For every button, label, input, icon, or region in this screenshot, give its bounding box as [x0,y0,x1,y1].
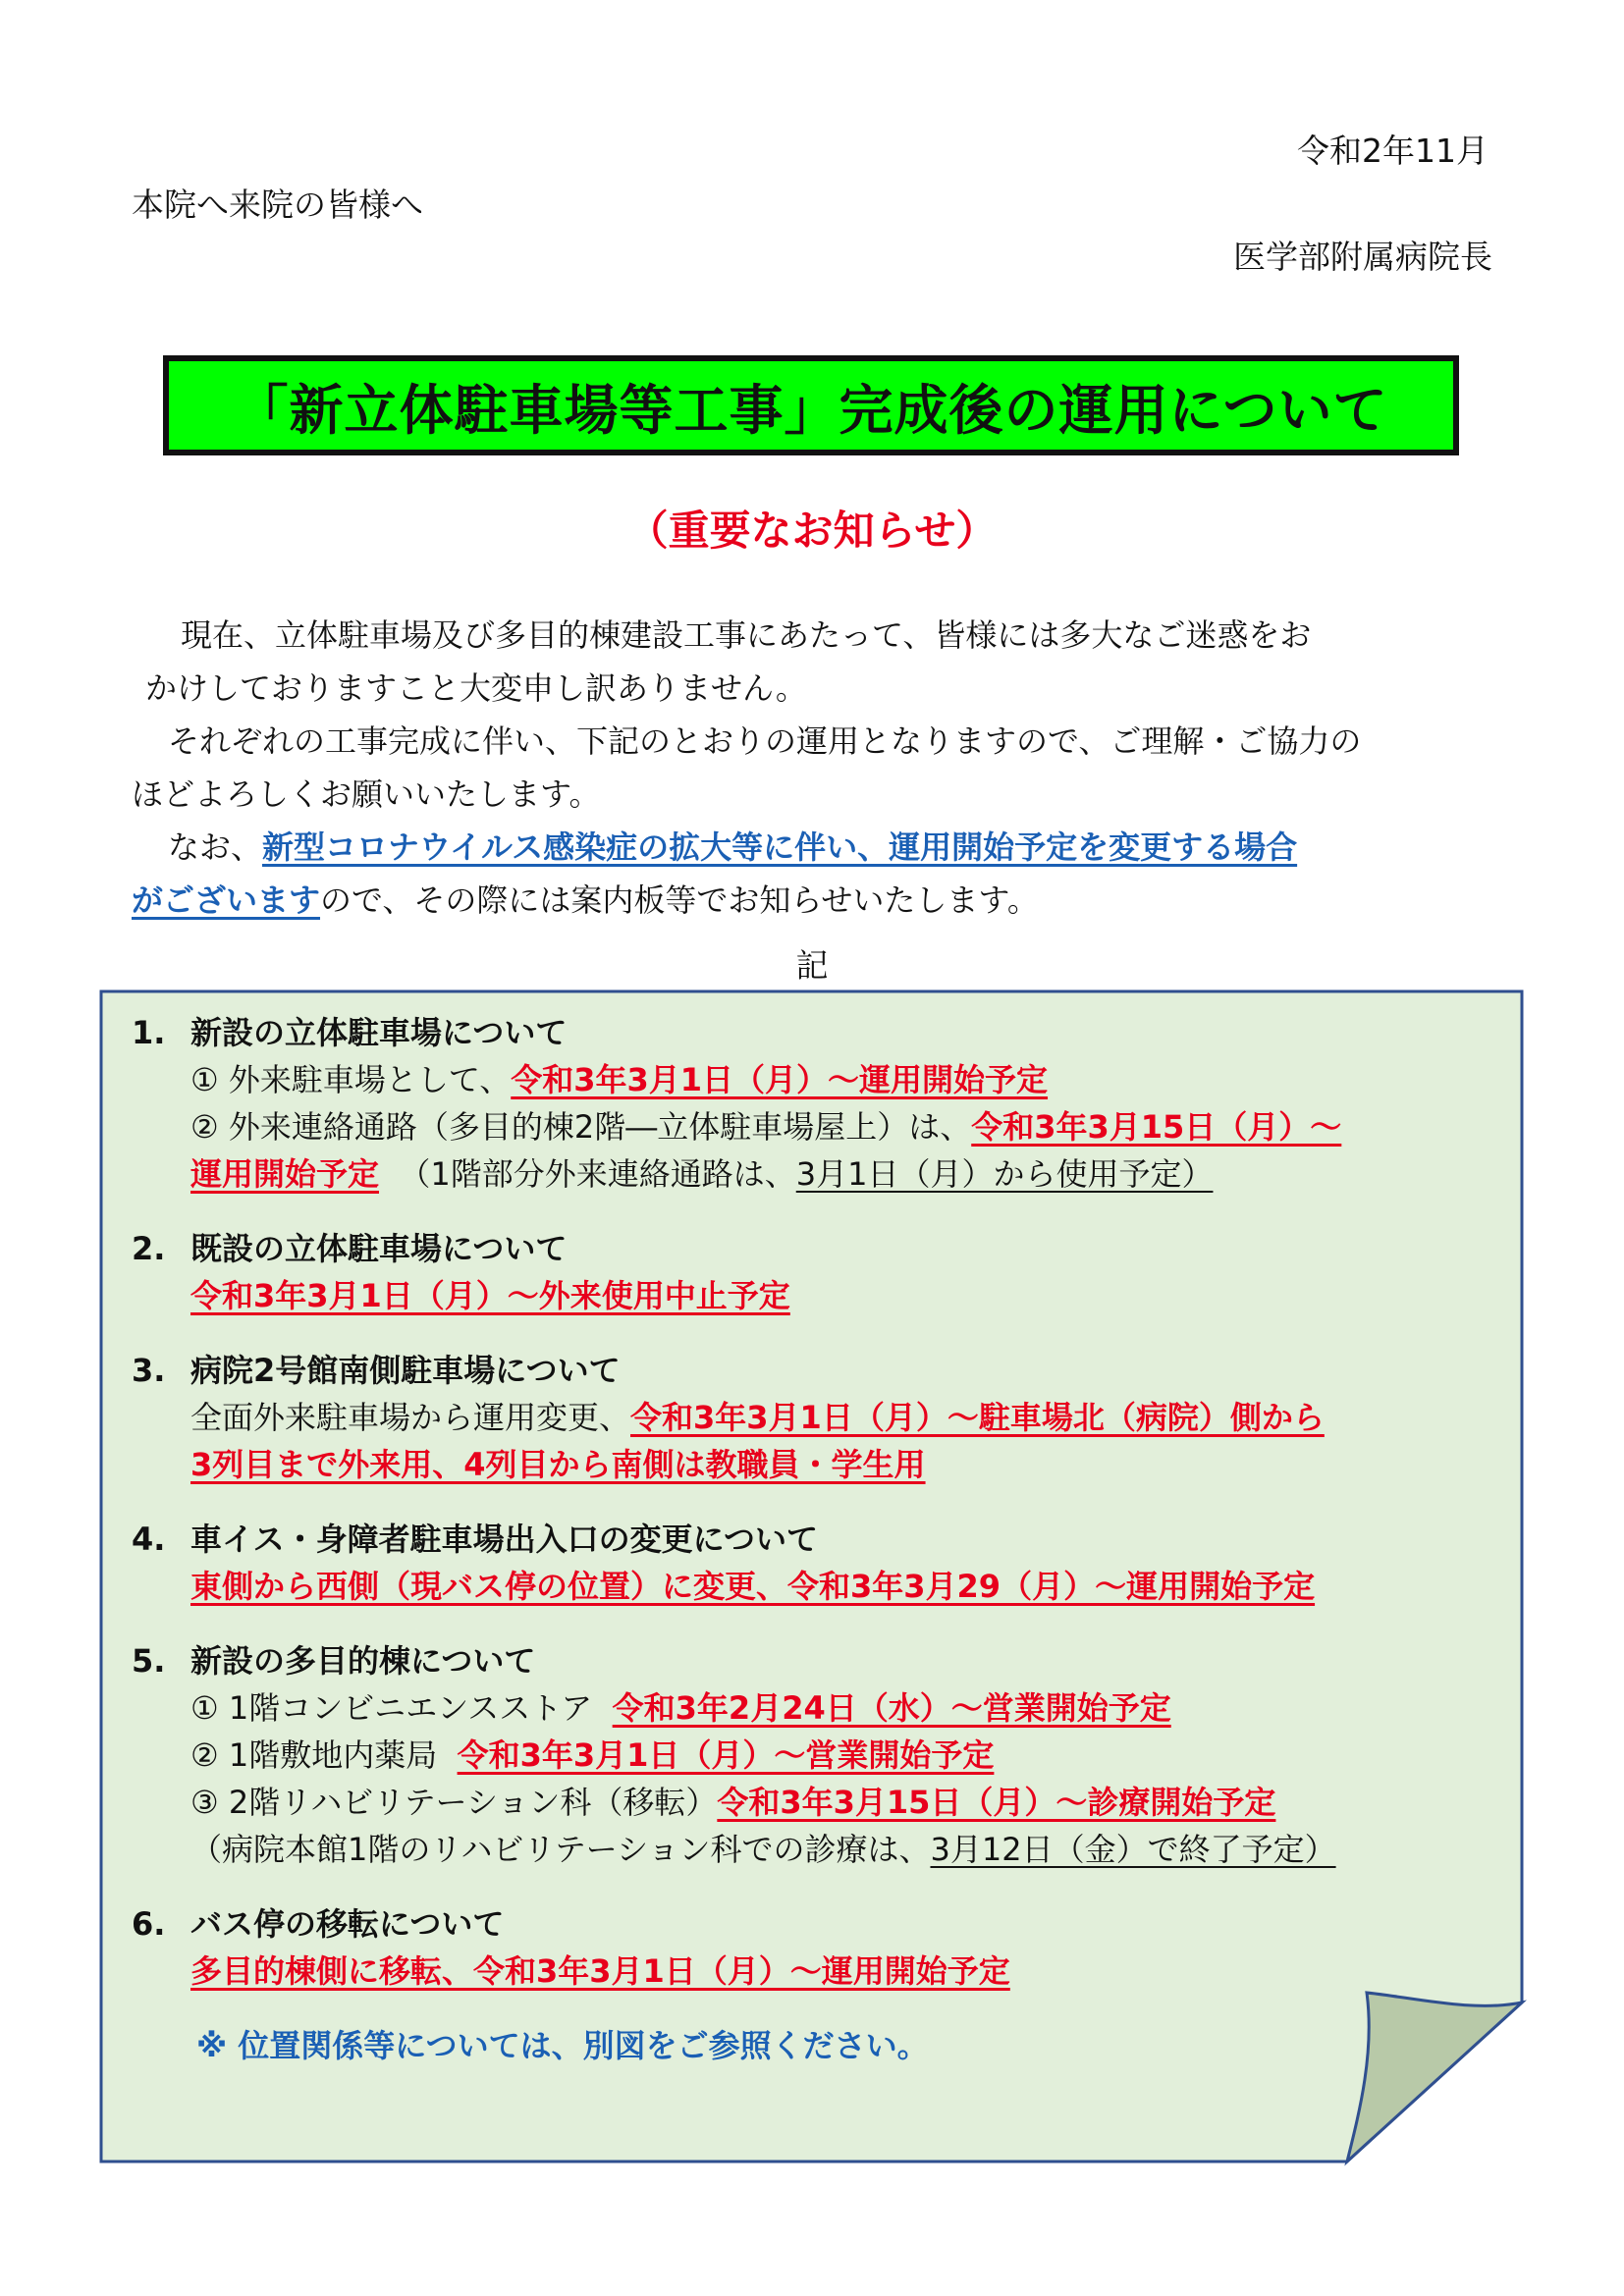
date-highlight: 令和3年3月15日（月）～ [971,1108,1342,1146]
list-item-6 [132,1900,1487,1995]
item-title: 新設の多目的棟について [190,1642,536,1680]
item-line [132,1563,1487,1610]
list-item-4 [132,1516,1487,1610]
item-number: 4. [132,1521,166,1558]
item-heading [132,1009,1487,1056]
item-title: 病院2号館南側駐車場について [190,1352,621,1389]
list-item-5 [132,1637,1487,1873]
intro-p2-line2: ほどよろしくお願いいたします。 [132,775,601,813]
item-heading [132,1347,1487,1394]
item-line [132,1394,1487,1441]
item-text: ③ 2階リハビリテーション科（移転） [190,1784,718,1821]
item-title: 新設の立体駐車場について [190,1014,568,1051]
item-text: ② 1階敷地内薬局 [190,1736,438,1774]
intro-p1-line1: 現在、立体駐車場及び多目的棟建設工事にあたって、皆様には多大なご迷惑をお [181,616,1312,654]
item-line [132,1441,1487,1488]
item-line [132,1779,1487,1826]
document-date: 令和2年11月 [1297,132,1489,170]
item-number: 3. [132,1352,166,1389]
intro-p3-post: ので、その際には案内板等でお知らせいたします。 [320,881,1039,919]
addressee: 本院へ来院の皆様へ [132,186,423,224]
date-highlight: 東側から西側（現バス停の位置）に変更、令和3年3月29（月）～運用開始予定 [190,1568,1316,1605]
notice-list [132,1009,1487,2069]
item-line [132,1103,1487,1150]
date-highlight: 多目的棟側に移転、令和3年3月1日（月）～運用開始予定 [190,1952,1010,1990]
date-highlight: 令和3年3月1日（月）～外来使用中止予定 [190,1277,790,1314]
item-line [132,1056,1487,1103]
list-item-1 [132,1009,1487,1198]
subtitle: （重要なお知らせ） [626,507,998,555]
item-heading [132,1900,1487,1948]
item-text: ② 外来連絡通路（多目的棟2階―立体駐車場屋上）は、 [190,1108,972,1146]
item-heading [132,1225,1487,1272]
item-title: バス停の移転について [190,1905,505,1943]
item-title: 車イス・身障者駐車場出入口の変更について [190,1521,819,1558]
item-heading [132,1516,1487,1563]
item-line [132,1826,1487,1873]
date-highlight: 令和3年2月24日（水）～営業開始予定 [612,1689,1171,1727]
covid-warning-part1: 新型コロナウイルス感染症の拡大等に伴い、運用開始予定を変更する場合 [262,828,1298,866]
item-line [132,1684,1487,1732]
date-highlight: 令和3年3月1日（月）～駐車場北（病院）側から [630,1399,1325,1436]
intro-p2-line1: それぞれの工事完成に伴い、下記のとおりの運用となりますので、ご理解・ご協力の [168,722,1362,760]
ki-heading: 記 [795,946,829,985]
item-number: 6. [132,1905,166,1943]
item-text: ① 1階コンビニエンスストア [190,1689,593,1727]
underlined-text: 3月1日（月）から使用予定） [795,1155,1214,1193]
date-highlight: 運用開始予定 [190,1155,380,1193]
item-number: 1. [132,1014,166,1051]
item-text: （1階部分外来連絡通路は、 [399,1155,796,1193]
item-text: 全面外来駐車場から運用変更、 [190,1399,631,1436]
item-number: 2. [132,1230,166,1267]
reference-note: ※ 位置関係等については、別図をご参照ください。 [196,2027,929,2064]
intro-p1-line2: かけしておりますこと大変申し訳ありません。 [145,669,807,707]
date-highlight: 令和3年3月1日（月）～営業開始予定 [457,1736,995,1774]
item-line [132,1150,1487,1198]
item-number: 5. [132,1642,166,1680]
date-highlight: 令和3年3月15日（月）～診療開始予定 [717,1784,1276,1821]
underlined-text: 3月12日（金）で終了予定） [930,1831,1336,1868]
item-line [132,1948,1487,1995]
list-item-2 [132,1225,1487,1319]
date-highlight: 3列目まで外来用、4列目から南側は教職員・学生用 [190,1446,926,1483]
item-text: ① 外来駐車場として、 [190,1061,512,1098]
intro-p3-pre: なお、 [168,828,263,866]
covid-warning-part2: がございます [132,881,321,919]
item-text: （病院本館1階のリハビリテーション科での診療は、 [190,1831,931,1868]
page-title: 「新立体駐車場等工事」完成後の運用について [234,378,1388,442]
item-line [132,1732,1487,1779]
date-highlight: 令和3年3月1日（月）～運用開始予定 [511,1061,1049,1098]
list-item-3 [132,1347,1487,1488]
sender: 医学部附属病院長 [1233,238,1492,276]
item-title: 既設の立体駐車場について [190,1230,568,1267]
item-line [132,1272,1487,1319]
item-heading [132,1637,1487,1684]
